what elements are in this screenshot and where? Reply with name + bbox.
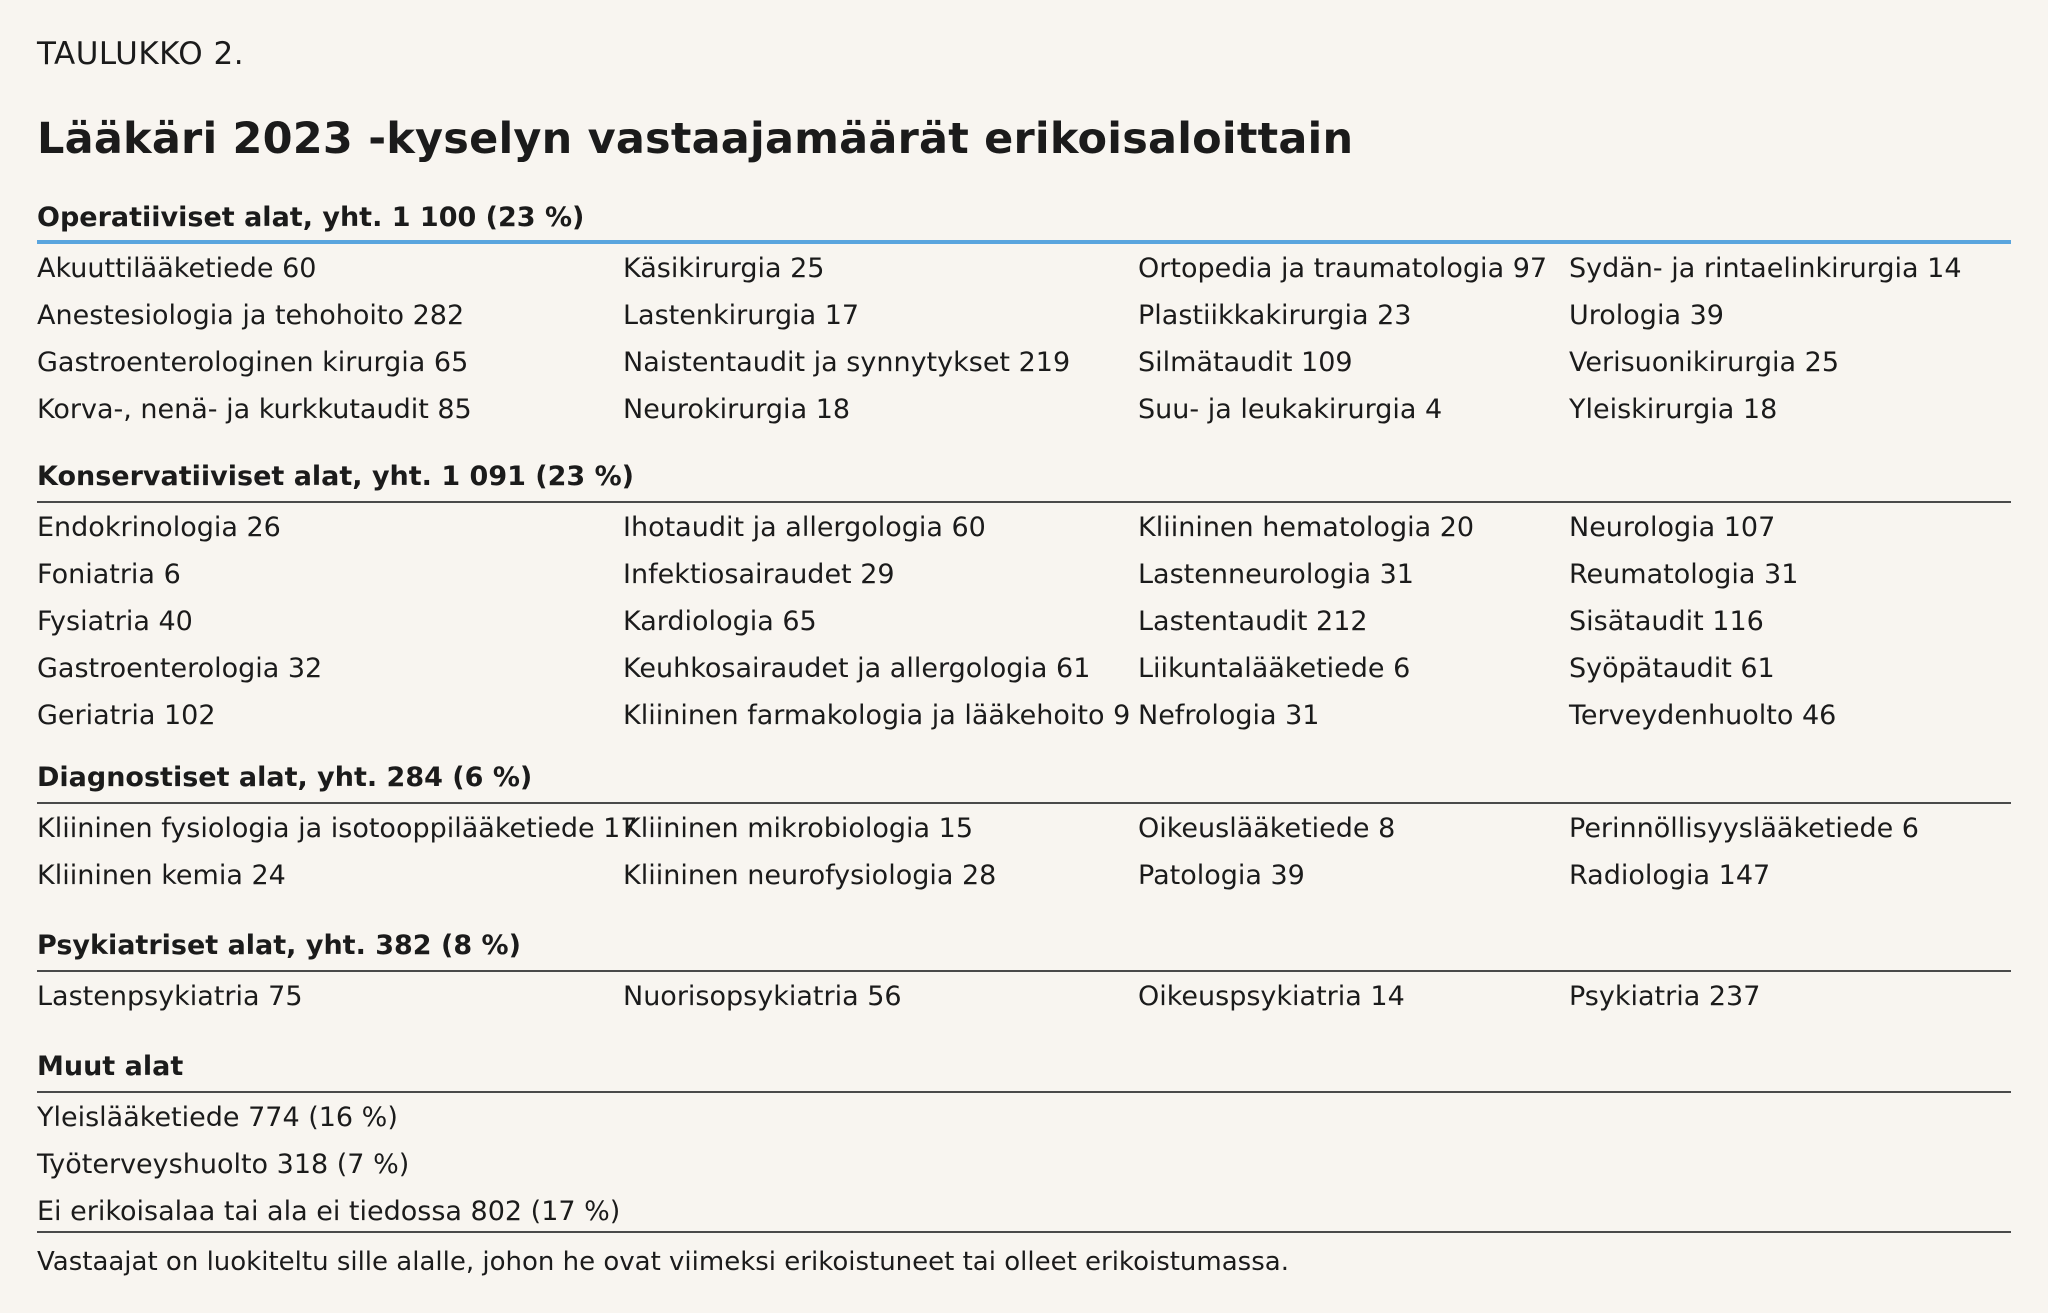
specialty-column — [37, 246, 472, 434]
specialty-item: Silmätaudit 109 — [1138, 347, 1353, 378]
specialty-item: Neurologia 107 — [1569, 512, 1776, 543]
specialty-item: Kardiologia 65 — [623, 606, 817, 637]
specialty-item: Kliininen neurofysiologia 28 — [623, 860, 997, 891]
specialty-item: Patologia 39 — [1138, 860, 1305, 891]
specialty-item: Neurokirurgia 18 — [623, 394, 851, 425]
specialty-column — [1569, 806, 1919, 900]
specialty-item: Akuuttilääketiede 60 — [37, 253, 317, 284]
section-operative — [37, 194, 2011, 425]
specialty-item: Oikeuslääketiede 8 — [1138, 813, 1396, 844]
specialty-item: Ortopedia ja traumatologia 97 — [1138, 253, 1548, 284]
specialty-column — [1138, 505, 1474, 740]
section-header: Psykiatriset alat, yht. 382 (8 %) — [37, 922, 2011, 972]
specialty-item: Yleislääketiede 774 (16 %) — [37, 1102, 398, 1133]
table-footnote: Vastaajat on luokiteltu sille alalle, johon he ovat viimeksi erikoistuneet tai olleet erikoistumassa. — [37, 1247, 1289, 1277]
specialty-item: Nefrologia 31 — [1138, 700, 1320, 731]
specialty-item: Nuorisopsykiatria 56 — [623, 981, 902, 1012]
specialty-item: Sydän- ja rintaelinkirurgia 14 — [1569, 253, 1962, 284]
specialty-item: Keuhkosairaudet ja allergologia 61 — [623, 653, 1091, 684]
specialty-column — [37, 505, 322, 740]
specialty-column — [37, 806, 638, 900]
specialty-item: Ihotaudit ja allergologia 60 — [623, 512, 986, 543]
specialty-item: Reumatologia 31 — [1569, 559, 1799, 590]
specialty-column — [623, 974, 902, 1021]
specialty-column — [37, 974, 303, 1021]
specialty-item: Urologia 39 — [1569, 300, 1724, 331]
section-header: Operatiiviset alat, yht. 1 100 (23 %) — [37, 194, 2011, 244]
specialty-item: Työterveyshuolto 318 (7 %) — [37, 1149, 410, 1180]
specialty-item: Anestesiologia ja tehohoito 282 — [37, 300, 465, 331]
specialty-item: Verisuonikirurgia 25 — [1569, 347, 1839, 378]
specialty-item: Psykiatria 237 — [1569, 981, 1761, 1012]
specialty-column — [1138, 806, 1395, 900]
specialty-item: Geriatria 102 — [37, 700, 216, 731]
section-header: Konservatiiviset alat, yht. 1 091 (23 %) — [37, 453, 2011, 503]
specialty-item: Lastenneurologia 31 — [1138, 559, 1414, 590]
specialty-item: Oikeuspsykiatria 14 — [1138, 981, 1405, 1012]
specialty-item: Ei erikoisalaa tai ala ei tiedossa 802 (17 %) — [37, 1196, 621, 1227]
specialty-column — [1569, 974, 1760, 1021]
specialty-item: Naistentaudit ja synnytykset 219 — [623, 347, 1071, 378]
specialty-item: Syöpätaudit 61 — [1569, 653, 1775, 684]
specialty-item: Endokrinologia 26 — [37, 512, 281, 543]
specialty-item: Kliininen fysiologia ja isotooppilääketiede 17 — [37, 813, 638, 844]
specialty-item: Kliininen kemia 24 — [37, 860, 286, 891]
specialty-item: Lastenpsykiatria 75 — [37, 981, 303, 1012]
specialty-item: Gastroenterologia 32 — [37, 653, 323, 684]
specialty-column — [623, 505, 1130, 740]
specialty-column — [1138, 246, 1547, 434]
specialty-item: Liikuntalääketiede 6 — [1138, 653, 1411, 684]
specialty-item: Sisätaudit 116 — [1569, 606, 1764, 637]
specialty-item: Suu- ja leukakirurgia 4 — [1138, 394, 1443, 425]
specialty-item: Terveydenhuolto 46 — [1569, 700, 1837, 731]
specialty-item: Kliininen hematologia 20 — [1138, 512, 1475, 543]
specialty-item: Käsikirurgia 25 — [623, 253, 825, 284]
specialty-item: Yleiskirurgia 18 — [1569, 394, 1778, 425]
specialty-column — [1138, 974, 1405, 1021]
specialty-item: Foniatria 6 — [37, 559, 181, 590]
table-title: Lääkäri 2023 -kyselyn vastaajamäärät erikoisaloittain — [37, 114, 1354, 164]
footer-divider — [37, 1231, 2011, 1233]
specialty-column — [1569, 246, 1962, 434]
specialty-column — [623, 246, 1070, 434]
specialty-item: Perinnöllisyyslääketiede 6 — [1569, 813, 1919, 844]
specialty-item: Radiologia 147 — [1569, 860, 1771, 891]
specialty-column — [37, 1095, 620, 1236]
section-header: Muut alat — [37, 1043, 2011, 1093]
specialty-column — [623, 806, 996, 900]
section-other — [37, 1043, 2011, 1227]
section-diagnostic — [37, 754, 2011, 891]
specialty-item: Infektiosairaudet 29 — [623, 559, 895, 590]
specialty-item: Fysiatria 40 — [37, 606, 193, 637]
specialty-item: Plastiikkakirurgia 23 — [1138, 300, 1412, 331]
specialty-item: Lastenkirurgia 17 — [623, 300, 860, 331]
section-header: Diagnostiset alat, yht. 284 (6 %) — [37, 754, 2011, 804]
table-number-label: TAULUKKO 2. — [37, 36, 245, 72]
specialty-column — [1569, 505, 1836, 740]
section-conservative — [37, 453, 2011, 731]
specialty-item: Gastroenterologinen kirurgia 65 — [37, 347, 469, 378]
specialty-item: Lastentaudit 212 — [1138, 606, 1368, 637]
section-psychiatric — [37, 922, 2011, 1012]
specialty-item: Kliininen farmakologia ja lääkehoito 9 — [623, 700, 1131, 731]
specialty-item: Korva-, nenä- ja kurkkutaudit 85 — [37, 394, 472, 425]
specialty-item: Kliininen mikrobiologia 15 — [623, 813, 974, 844]
